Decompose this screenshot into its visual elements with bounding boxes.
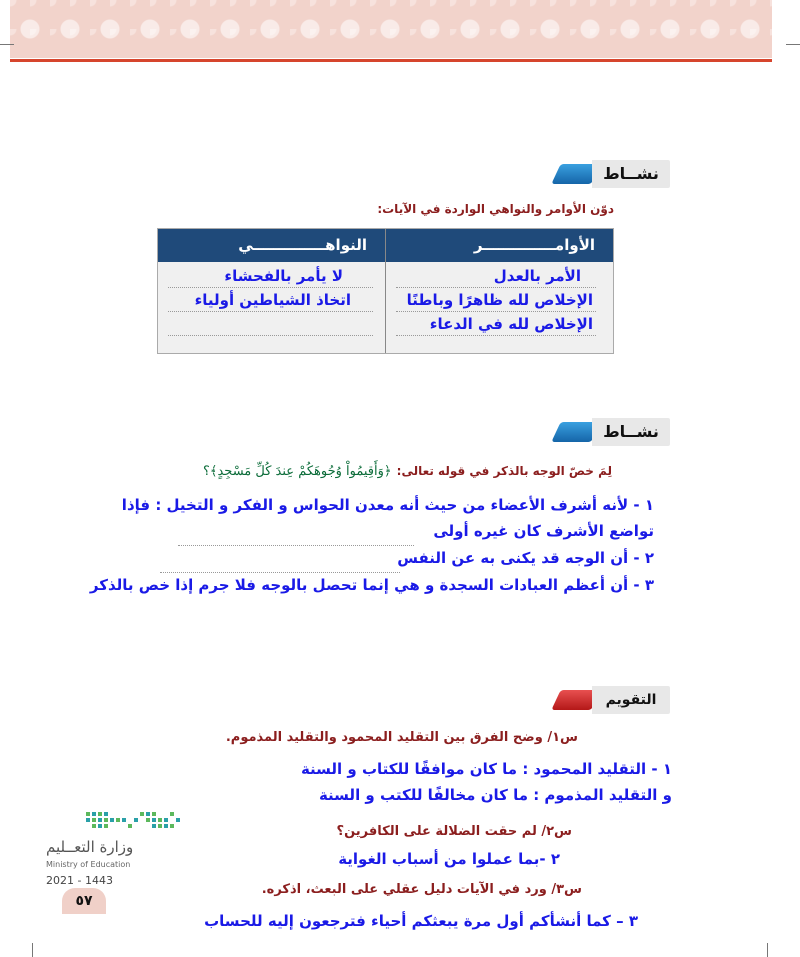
answer-line: ١ - لأنه أشرف الأعضاء من حيث أنه معدن الحواس و الفكر و التخيل : فإذا	[121, 496, 654, 514]
commands-table	[157, 228, 614, 354]
crop-mark	[786, 44, 800, 45]
crop-mark	[0, 44, 14, 45]
activity-prompt: دوّن الأوامر والنواهي الواردة في الآيات:	[377, 202, 614, 216]
answer-3: ٣ – كما أنشأكم أول مرة يبعثكم أحياء فترجعون إليه للحساب	[204, 912, 638, 930]
header-commands: الأوامــــــــــــــر	[473, 236, 595, 254]
ministry-year: 2021 - 1443	[46, 874, 113, 887]
answer-2: ٢ -بما عملوا من أسباب الغواية	[338, 850, 560, 868]
answer-dots	[160, 572, 400, 573]
activity-tag-label: نشــاط	[592, 160, 670, 188]
activity-question	[203, 460, 612, 479]
crop-mark	[767, 943, 768, 957]
header-prohibitions: النواهــــــــــــــي	[238, 236, 367, 254]
header-divider	[10, 59, 772, 62]
prohibition-item: لا يأمر بالفحشاء	[224, 267, 343, 285]
answer-dots	[178, 545, 414, 546]
ministry-logo-mark	[86, 806, 186, 836]
activity-tag	[552, 418, 670, 446]
evaluation-tag-label: التقويم	[592, 686, 670, 714]
ministry-name-ar: وزارة التعــليم	[46, 838, 134, 856]
command-item: الإخلاص لله في الدعاء	[429, 315, 593, 333]
question-2: س٢/ لم حقت الضلالة على الكافرين؟	[336, 824, 572, 839]
activity-tag-label: نشــاط	[592, 418, 670, 446]
page-number: ٥٧	[75, 893, 93, 909]
header-pattern	[10, 0, 772, 58]
answer-line: تواضع الأشرف كان غيره أولى	[433, 522, 654, 540]
answer-line: ٣ - أن أعظم العبادات السجدة و هي إنما تحصل بالوجه فلا جرم إذا خص بالذكر	[89, 576, 654, 594]
answer-1-line: ١ - التقليد المحمود : ما كان موافقًا للكتاب و السنة	[300, 760, 672, 778]
quran-verse: ﴿وَأَقِيمُواْ وُجُوهَكُمْ عِندَ كُلِّ مَسْجِدٍ﴾؟	[202, 464, 392, 479]
evaluation-tag	[552, 686, 670, 714]
prohibition-item: اتخاذ الشياطين أولياء	[194, 291, 351, 309]
command-item: الأمر بالعدل	[493, 267, 581, 285]
activity-prompt: لِمَ خصّ الوجه بالذكر في قوله تعالى:	[396, 464, 612, 478]
question-1: س١/ وضح الفرق بين التقليد المحمود والتقليد المذموم.	[225, 730, 578, 745]
column-divider	[385, 229, 386, 353]
command-item: الإخلاص لله ظاهرًا وباطنًا	[406, 291, 593, 309]
answer-1-line: و التقليد المذموم : ما كان مخالفًا للكتب و السنة	[318, 786, 672, 804]
crop-mark	[32, 943, 33, 957]
activity-tag	[552, 160, 670, 188]
answer-line: ٢ - أن الوجه قد يكنى به عن النفس	[397, 549, 654, 567]
question-3: س٣/ ورد في الآيات دليل عقلي على البعث، اذكره.	[261, 882, 582, 897]
ministry-name-en: Ministry of Education	[46, 860, 131, 869]
